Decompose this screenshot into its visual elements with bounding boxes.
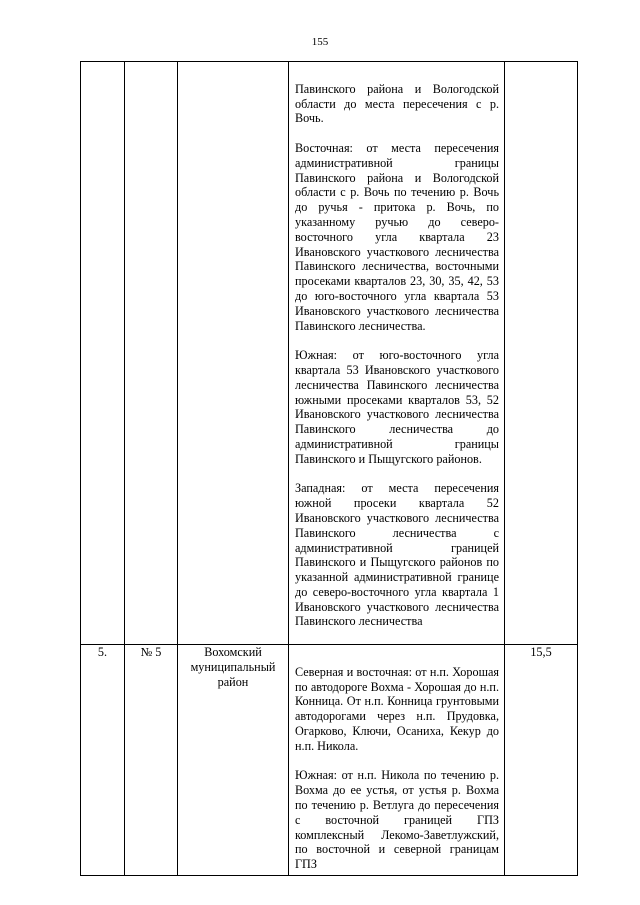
area-cell: [505, 62, 578, 645]
zone-cell: [125, 62, 178, 645]
boundary-paragraph: Восточная: от места пересечения административной границы Павинского района и Вологодской области с р. Вочь по течению р. Вочь до ручья - притока р. Вочь, по указанному ручью до северо-восточного угла квартала 23 Ивановского участкового лесничества Павинского лесничества, восточными просеками кварталов 23, 30, 35, 42, 53 до юго-восточного угла квартала 53 Ивановского участкового лесничества Павинского лесничества.: [295, 140, 499, 333]
zone-cell: № 5: [125, 645, 178, 876]
boundary-description-cell: [289, 62, 505, 645]
boundary-paragraph: Северная и восточная: от н.п. Хорошая по автодороге Вохма - Хорошая до н.п. Конница. От н.п. Конница грунтовыми автодорогами через н.п. Прудовка, Огарково, Ключи, Осаниха, Кекур до н.п. Никола.: [295, 664, 499, 753]
district-cell: [178, 62, 289, 645]
page-number: 155: [311, 36, 329, 48]
boundary-paragraph: Южная: от н.п. Никола по течению р. Вохма до ее устья, от устья р. Вохма по течению р. Ветлуга до пересечения с восточной границей ГПЗ комплексный Лекомо-Заветлужский, по восточной и северной границам ГПЗ: [295, 768, 499, 872]
area-cell: 15,5: [505, 645, 578, 876]
row-number-cell: 5.: [81, 645, 125, 876]
boundary-paragraph: Южная: от юго-восточного угла квартала 53 Ивановского участкового лесничества Павинского лесничества южными просеками кварталов 53, 52 Ивановского участкового лесничества Павинского лесничества до административной границы Павинского и Пыщугского районов.: [295, 348, 499, 466]
table-row: [81, 645, 578, 876]
row-number-cell: [81, 62, 125, 645]
table-row: [81, 62, 578, 645]
boundary-description-cell: [289, 645, 505, 876]
district-cell: Вохомский муниципальный район: [178, 645, 289, 876]
boundary-paragraph: Западная: от места пересечения южной просеки квартала 52 Ивановского участкового лесничества Павинского лесничества с административной границей Павинского и Пыщугского районов по указанной административной границе до северо-восточного угла квартала 1 Ивановского участкового лесничества Павинского лесничества: [295, 481, 499, 629]
boundary-paragraph: Павинского района и Вологодской области до места пересечения с р. Вочь.: [295, 81, 499, 126]
zones-table: [80, 61, 578, 876]
